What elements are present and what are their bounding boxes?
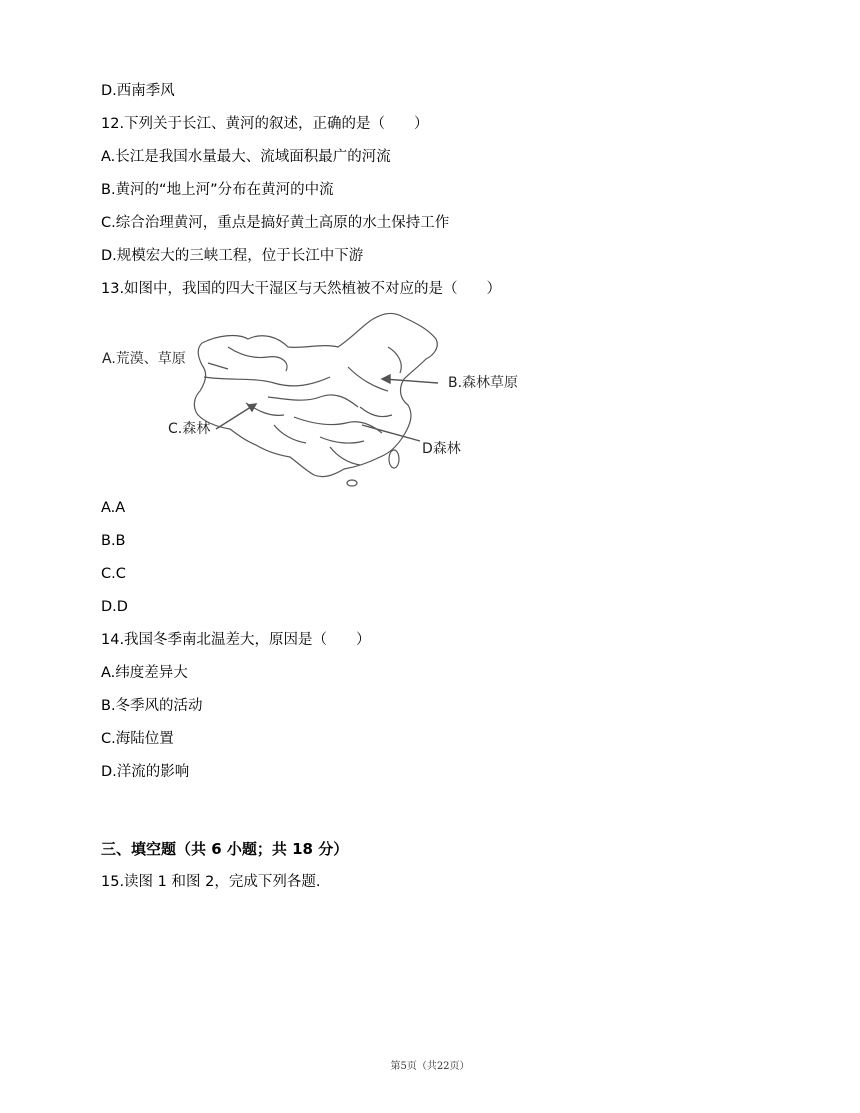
q13-option-a: A.A <box>101 500 126 516</box>
q14-option-a: A.纬度差异大 <box>101 665 188 681</box>
map-label-c: C.森林 <box>168 421 211 437</box>
q12-option-b: B.黄河的“地上河”分布在黄河的中流 <box>101 182 334 198</box>
map-label-b: B.森林草原 <box>448 375 519 391</box>
q13-stem: 13.如图中，我国的四大干湿区与天然植被不对应的是（ ） <box>101 281 502 297</box>
arrow-c-head <box>248 404 256 411</box>
map-arrows <box>208 363 438 441</box>
q14-option-b: B.冬季风的活动 <box>101 698 203 714</box>
q14-option-d: D.洋流的影响 <box>101 764 190 780</box>
arrow-c <box>216 405 254 429</box>
q12-option-a: A.长江是我国水量最大、流域面积最广的河流 <box>101 149 391 165</box>
map-label-a: A.荒漠、草原 <box>102 351 186 367</box>
q15-stem: 15.读图 1 和图 2，完成下列各题. <box>101 874 321 890</box>
arrow-d <box>362 425 420 441</box>
arrow-b <box>384 379 438 383</box>
q13-option-c: C.C <box>101 566 126 582</box>
arrow-b-head <box>382 375 390 383</box>
q14-stem: 14.我国冬季南北温差大，原因是（ ） <box>101 632 371 648</box>
q12-stem: 12.下列关于长江、黄河的叙述，正确的是（ ） <box>101 116 429 132</box>
q12-option-c: C.综合治理黄河，重点是搞好黄土高原的水土保持工作 <box>101 215 450 231</box>
china-outline <box>194 313 437 486</box>
arrow-a <box>208 363 228 369</box>
q11-option-d: D.西南季风 <box>101 83 175 99</box>
china-vegetation-map <box>98 307 538 492</box>
q14-option-c: C.海陆位置 <box>101 731 174 747</box>
q13-option-b: B.B <box>101 533 126 549</box>
page-footer: 第5页（共22页） <box>390 1061 470 1072</box>
q12-option-d: D.规模宏大的三峡工程，位于长江中下游 <box>101 248 364 264</box>
q13-option-d: D.D <box>101 599 128 615</box>
map-label-d: D森林 <box>422 441 461 457</box>
section-heading-fill-in: 三、填空题（共 6 小题；共 18 分） <box>101 840 349 858</box>
